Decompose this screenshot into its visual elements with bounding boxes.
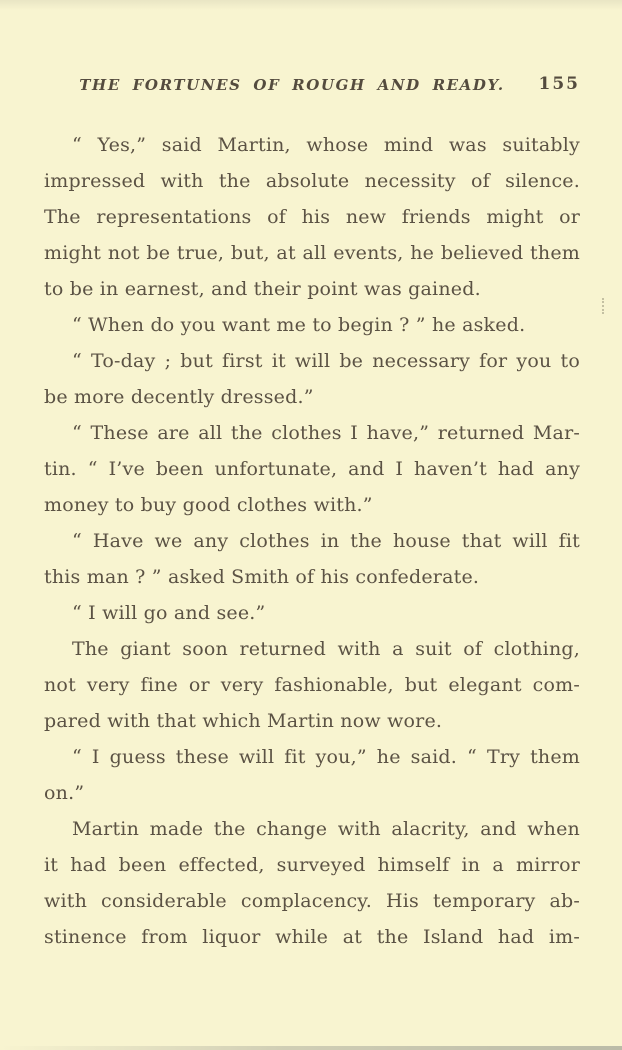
text-line: might not be true, but, at all events, he believed them [44,242,580,264]
scan-top-shadow [0,0,622,10]
text-line: “ These are all the clothes I have,” returned Mar- [72,422,580,444]
text-line: tin. “ I’ve been unfortunate, and I haven’t had any [44,458,580,480]
paragraph [44,811,580,955]
text-line: it had been effected, surveyed himself in a mirror [44,854,580,876]
scan-bottom-edge-shadow [0,1046,622,1050]
text-line: stinence from liquor while at the Island had im- [44,926,580,948]
text-line: on.” [44,782,85,804]
text-line: not very fine or very fashionable, but elegant com- [44,674,580,696]
text-line: “ Have we any clothes in the house that will fit [72,530,580,552]
text-line: Martin made the change with alacrity, and when [72,818,580,840]
body-text [44,127,580,955]
page-edge-mark [602,298,606,314]
page-column [44,76,580,955]
text-line: The giant soon returned with a suit of clothing, [72,638,580,660]
running-header [44,76,580,98]
paragraph [44,127,580,307]
text-line: “ I guess these will fit you,” he said. “ Try them [72,746,580,768]
text-line: “ I will go and see.” [72,602,266,624]
text-line: to be in earnest, and their point was gained. [44,278,481,300]
running-title: THE FORTUNES OF ROUGH AND READY. [79,76,505,94]
text-line: “ To-day ; but first it will be necessary for you to [72,350,580,372]
text-line: pared with that which Martin now wore. [44,710,443,732]
text-line: this man ? ” asked Smith of his confederate. [44,566,480,588]
text-line: with considerable complacency. His temporary ab- [44,890,580,912]
paragraph [44,631,580,739]
text-line: money to buy good clothes with.” [44,494,373,516]
page-number: 155 [538,74,580,94]
text-line: The representations of his new friends might or [44,206,580,228]
text-line: be more decently dressed.” [44,386,314,408]
text-line: impressed with the absolute necessity of silence. [44,170,580,192]
paragraph [44,523,580,595]
text-line: “ Yes,” said Martin, whose mind was suitably [72,134,580,156]
paragraph [44,343,580,415]
paragraph [44,595,580,631]
paragraph [44,307,580,343]
paragraph [44,739,580,811]
text-line: “ When do you want me to begin ? ” he asked. [72,314,526,336]
paragraph [44,415,580,523]
